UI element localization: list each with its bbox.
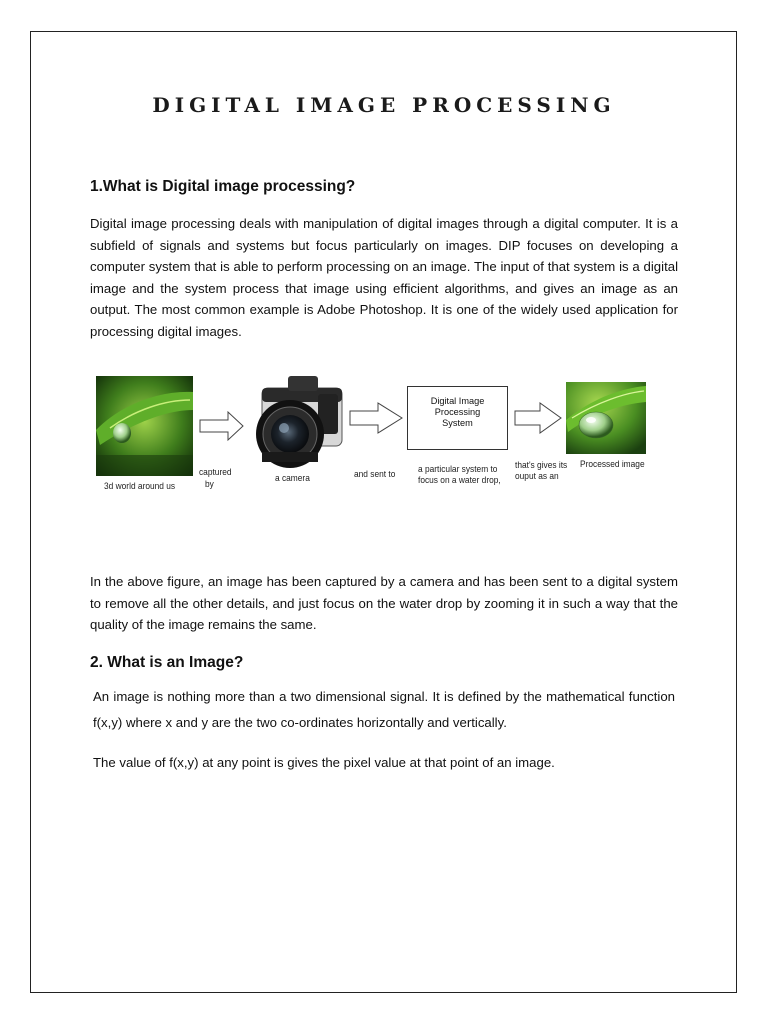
system-label-line2: System (442, 418, 473, 428)
camera-image (256, 376, 342, 468)
label-by: by (205, 479, 214, 490)
system-label-line1: Digital Image Processing (430, 396, 485, 417)
section2-paragraph2: The value of f(x,y) at any point is gives the pixel value at that point of an image. (93, 755, 555, 770)
section1-paragraph: Digital image processing deals with manipulation of digital images through a digital computer. It is a subfield of signals and systems but focus particularly on images. DIP focuses on developing a computer system that is able to perform processing on an image. The input of that system is a digital image and the system process that image using efficient algorithms, and gives an image as an output. The most common example is Adobe Photoshop. It is one of the widely used application for processing digital images. (90, 216, 678, 339)
label-particular-2: focus on a water drop, (418, 475, 501, 486)
label-world: 3d world around us (104, 481, 176, 492)
document-title: DIGITAL IMAGE PROCESSING (152, 93, 616, 117)
processed-drop-image (566, 382, 646, 454)
label-captured: captured (199, 467, 232, 478)
arrow-right-icon (350, 403, 402, 433)
dip-system-box (407, 386, 508, 450)
label-gives-1: that's gives its (515, 460, 568, 471)
world-leaf-image (96, 376, 193, 476)
label-sent: and sent to (354, 469, 396, 480)
label-particular-1: a particular system to (418, 464, 498, 475)
figure-description: In the above figure, an image has been captured by a camera and has been sent to a digital system to remove all the other details, and just focus on the water drop by zooming it in such a way that the quality of the image remains the same. (90, 574, 678, 633)
section1-heading: 1.What is Digital image processing? (90, 178, 356, 195)
arrow-right-icon (515, 403, 561, 433)
arrow-right-icon (200, 412, 243, 440)
label-camera: a camera (275, 473, 310, 484)
section2-heading: 2. What is an Image? (90, 654, 244, 671)
label-processed: Processed image (580, 459, 645, 470)
label-gives-2: ouput as an (515, 471, 559, 482)
section2-paragraph1: An image is nothing more than a two dimensional signal. It is defined by the mathematical function f(x,y) where x and y are the two co-ordinates horizontally and vertically. (93, 689, 675, 730)
